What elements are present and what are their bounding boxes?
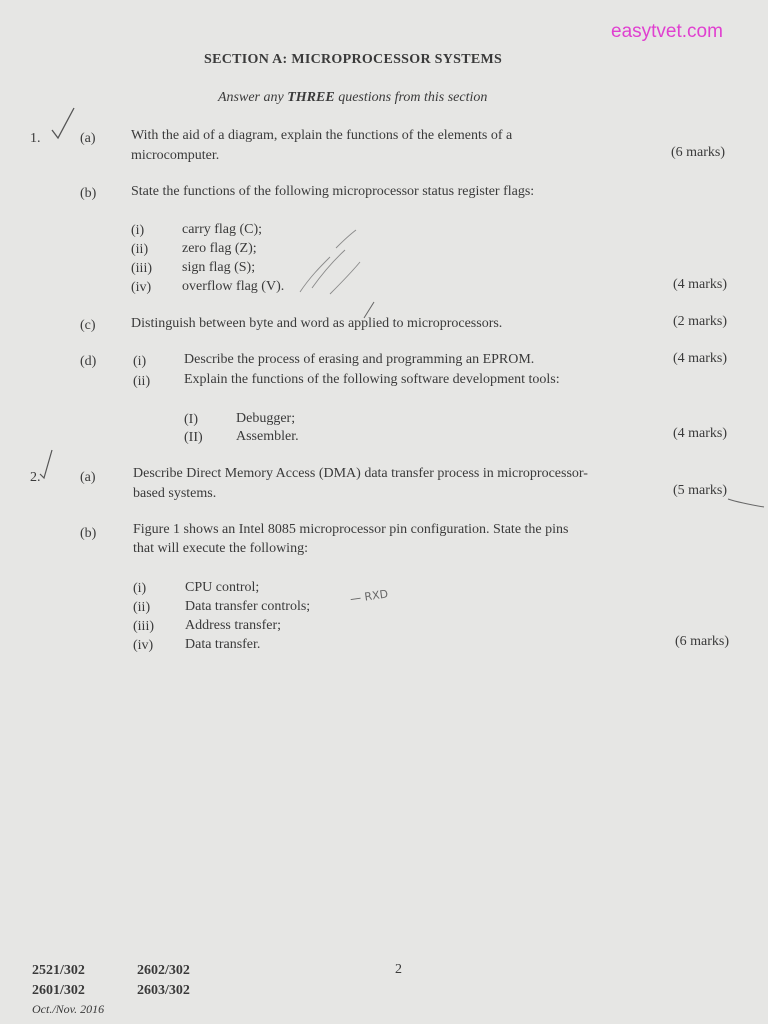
q1b-item-num: (ii) [131,242,149,257]
handwritten-rxd: — RXD [349,587,389,606]
footer-code: 2521/302 [32,963,85,978]
q1b-label: (b) [80,186,97,201]
q1c-marks: (2 marks) [673,314,728,329]
q2a-text-line1: Describe Direct Memory Access (DMA) data transfer process in microprocessor- [133,466,588,481]
q1d-marks: (4 marks) [673,426,728,441]
q1d-label: (d) [80,354,97,369]
q1d-i-text: Describe the process of erasing and programming an EPROM. [184,352,535,367]
q2b-item-text: Address transfer; [185,618,282,633]
q2b-text-line2: that will execute the following: [133,541,308,556]
q1b-item-text: carry flag (C); [182,222,263,237]
q2b-item-text: CPU control; [185,580,260,595]
q1c-label: (c) [80,318,96,333]
section-title: SECTION A: MICROPROCESSOR SYSTEMS [204,52,503,67]
q1d-ii-text: Explain the functions of the following software development tools: [184,372,560,387]
q1b-item-text: overflow flag (V). [182,279,285,294]
q1d-ii-num: (ii) [133,374,151,389]
tick-mark-icon [46,104,78,144]
q2b-item-text: Data transfer controls; [185,599,311,614]
handwritten-tick [360,300,380,324]
q2b-item-num: (iv) [133,638,154,653]
q2b-item-num: (ii) [133,600,151,615]
q1a-label: (a) [80,131,96,146]
q1a-text-line2: microcomputer. [131,148,220,163]
q1b-item-num: (iii) [131,261,152,276]
q2b-text-line1: Figure 1 shows an Intel 8085 microprocessor pin configuration. State the pins [133,522,569,537]
q1d-tool-text: Debugger; [236,411,296,426]
q2a-marks: (5 marks) [673,483,728,498]
page-number: 2 [395,962,402,977]
exam-date: Oct./Nov. 2016 [32,1002,105,1016]
q1a-marks: (6 marks) [671,145,726,160]
handwritten-underline [726,495,766,511]
handwritten-note-scribble [290,222,370,302]
q1b-item-text: zero flag (Z); [182,241,257,256]
q1a-text-line1: With the aid of a diagram, explain the functions of the elements of a [131,128,513,143]
q1d-tool-num: (I) [184,412,198,427]
footer-code: 2602/302 [137,963,190,978]
q1c-text: Distinguish between byte and word as applied to microprocessors. [131,316,503,331]
q2a-text-line2: based systems. [133,486,217,501]
q1d-tool-num: (II) [184,430,203,445]
q1d-i-marks: (4 marks) [673,351,728,366]
watermark: easytvet.com [611,21,723,42]
question-1-number: 1. [30,131,41,146]
q1b-text: State the functions of the following microprocessor status register flags: [131,184,535,199]
q2a-label: (a) [80,470,96,485]
q2b-item-num: (iii) [133,619,154,634]
q2b-item-text: Data transfer. [185,637,261,652]
tick-mark-icon [34,448,58,482]
q1d-tool-text: Assembler. [236,429,299,444]
instruction: Answer any THREE questions from this section [218,90,488,105]
footer-code: 2603/302 [137,983,190,998]
q1b-item-text: sign flag (S); [182,260,256,275]
q1d-i-num: (i) [133,354,147,369]
q2b-marks: (6 marks) [675,634,730,649]
q1b-item-num: (iv) [131,280,152,295]
q2b-item-num: (i) [133,581,147,596]
q1b-item-num: (i) [131,223,145,238]
question-2-number: 2. [30,470,41,485]
q1b-marks: (4 marks) [673,277,728,292]
footer-code: 2601/302 [32,983,85,998]
q2b-label: (b) [80,526,97,541]
